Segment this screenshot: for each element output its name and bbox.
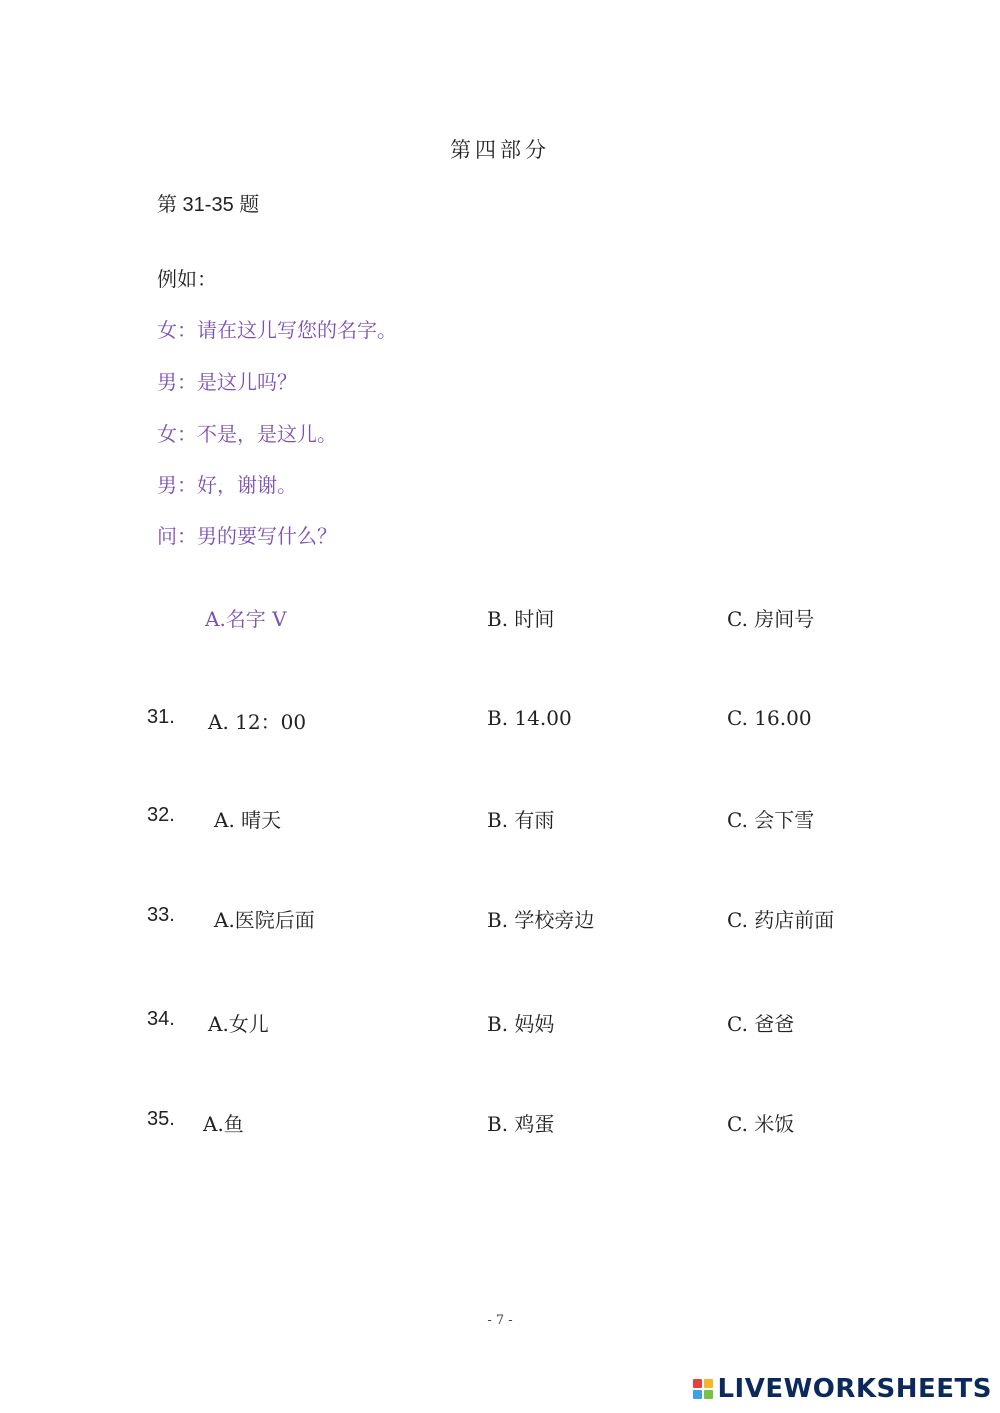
logo-square (693, 1390, 702, 1399)
dialogue-line: 女：不是，是这儿。 (157, 422, 337, 446)
dialogue-line: 女：请在这儿写您的名字。 (157, 318, 397, 342)
option-a[interactable]: A. 晴天 (214, 808, 282, 832)
example-option-a: A.名字 V (205, 607, 287, 631)
dialogue-line: 男：好，谢谢。 (157, 473, 297, 497)
question-number: 32. (147, 804, 175, 826)
liveworksheets-logo[interactable] (693, 1374, 992, 1404)
dialogue-question: 问：男的要写什么？ (157, 524, 337, 548)
option-a[interactable]: A.医院后面 (214, 908, 315, 932)
page-title: 第四部分 (450, 138, 550, 162)
example-option-b: B. 时间 (487, 607, 555, 631)
option-b[interactable]: B. 有雨 (487, 808, 555, 832)
question-number: 33. (147, 904, 175, 926)
logo-grid-icon (693, 1379, 713, 1399)
question-number: 35. (147, 1108, 175, 1130)
brand-name: LIVEWORKSHEETS (717, 1374, 992, 1404)
question-number: 31. (147, 706, 175, 728)
example-label: 例如： (157, 267, 217, 291)
logo-square (693, 1379, 702, 1388)
option-a[interactable]: A.女儿 (208, 1012, 269, 1036)
option-c[interactable]: C. 药店前面 (727, 908, 835, 932)
option-c[interactable]: C. 16.00 (727, 706, 812, 730)
option-c[interactable]: C. 米饭 (727, 1112, 795, 1136)
logo-square (704, 1379, 713, 1388)
option-c[interactable]: C. 会下雪 (727, 808, 815, 832)
page-number: - 7 - (487, 1313, 513, 1328)
option-c[interactable]: C. 爸爸 (727, 1012, 795, 1036)
option-b[interactable]: B. 鸡蛋 (487, 1112, 555, 1136)
dialogue-line: 男：是这儿吗？ (157, 370, 297, 394)
example-option-c: C. 房间号 (727, 607, 815, 631)
option-a[interactable]: A. 12：00 (208, 710, 307, 734)
option-b[interactable]: B. 14.00 (487, 706, 572, 730)
option-a[interactable]: A.鱼 (203, 1112, 244, 1136)
logo-square (704, 1390, 713, 1399)
option-b[interactable]: B. 妈妈 (487, 1012, 555, 1036)
question-range: 第 31-35 题 (157, 194, 260, 216)
option-b[interactable]: B. 学校旁边 (487, 908, 595, 932)
question-number: 34. (147, 1008, 175, 1030)
